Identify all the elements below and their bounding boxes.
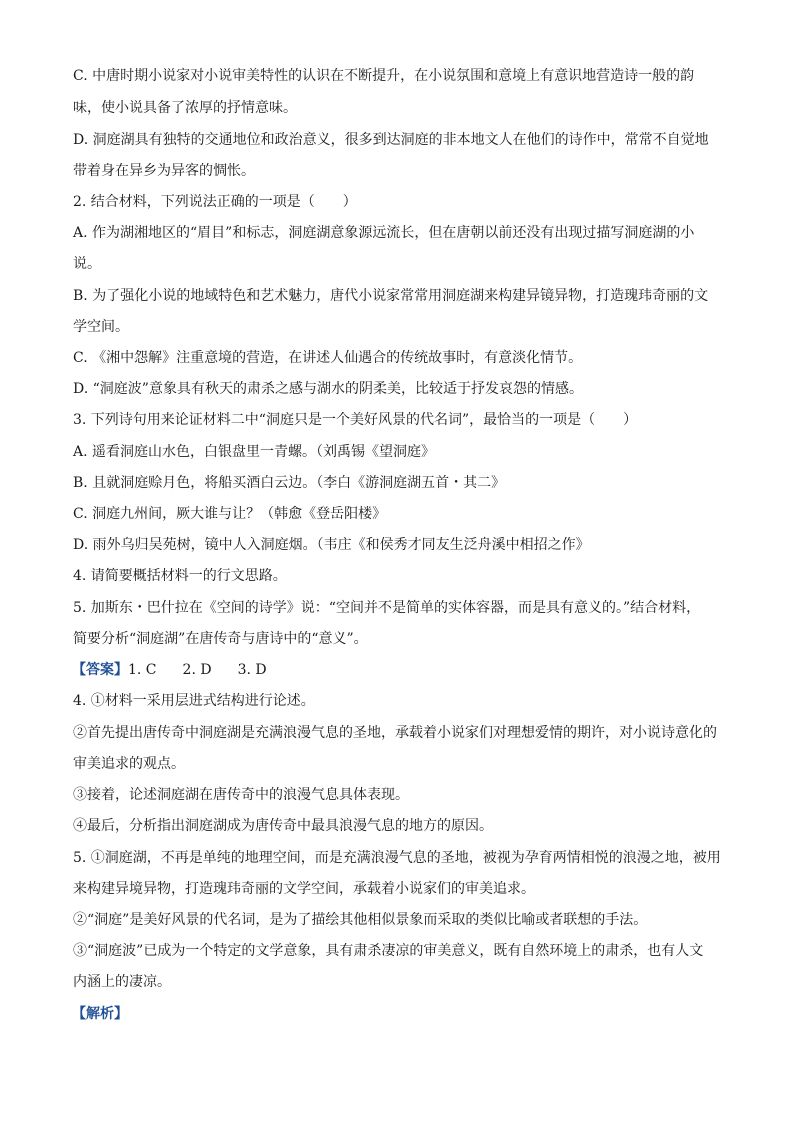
answer-5-line2: 来构建异境异物，打造瑰玮奇丽的文学空间，承载着小说家们的审美追求。 <box>73 881 535 897</box>
answer-5-line3: ②“洞庭”是美好风景的代名词，是为了描绘其他相似景象而采取的类似比喻或者联想的手法。 <box>73 912 648 928</box>
answer-1: 1. C <box>128 662 157 678</box>
q3-option-d: D. 雨外乌归吴苑树，镜中人入洞庭烟。（韦庄《和侯秀才同友生泛舟溪中相招之作》 <box>73 537 590 553</box>
q1-option-c-line2: 味，使小说具备了浓厚的抒情意味。 <box>73 100 297 116</box>
q5-stem-line2: 简要分析“洞庭湖”在唐传奇与唐诗中的“意义”。 <box>73 631 368 647</box>
answer-2: 2. D <box>182 662 212 678</box>
answer-4-line3: 审美追求的观点。 <box>73 756 185 772</box>
answer-3: 3. D <box>237 662 267 678</box>
answer-5-line5: 内涵上的凄凉。 <box>73 974 171 990</box>
q2-option-b-line1: B. 为了强化小说的地域特色和艺术魅力，唐代小说家常常用洞庭湖来构建异镜异物，打造瑰玮奇丽的文 <box>73 288 709 304</box>
answer-5-line1: 5. ①洞庭湖，不再是单纯的地理空间，而是充满浪漫气息的圣地，被视为孕育两情相悦的浪漫之地，被用 <box>73 850 721 866</box>
q1-option-d-line2: 带着身在异乡为异客的惆怅。 <box>73 163 255 179</box>
q3-stem: 3. 下列诗句用来论证材料二中“洞庭只是一个美好风景的代名词”，最恰当的一项是（ ） <box>73 412 638 428</box>
q2-option-a-line1: A. 作为湖湘地区的“眉目”和标志，洞庭湖意象源远流长，但在唐朝以前还没有出现过描写洞庭湖的小 <box>73 225 695 241</box>
q1-option-c-line1: C. 中唐时期小说家对小说审美特性的认识在不断提升，在小说氛围和意境上有意识地营造诗一般的韵 <box>73 68 695 84</box>
analysis-heading <box>72 1004 128 1024</box>
q2-option-d: D. “洞庭波”意象具有秋天的肃杀之感与湖水的阴柔美，比较适于抒发哀怨的情感。 <box>73 381 583 397</box>
answer-4-line2: ②首先提出唐传奇中洞庭湖是充满浪漫气息的圣地，承载着小说家们对理想爱情的期许，对小说诗意化的 <box>73 725 717 741</box>
answer-label: 【答案】 <box>72 662 128 678</box>
q5-stem-line1: 5. 加斯东・巴什拉在《空间的诗学》说：“空间并不是简单的实体容器，而是具有意义的。”结合材料， <box>73 600 701 616</box>
q2-option-c: C. 《湘中怨解》注重意境的营造，在讲述人仙遇合的传统故事时，有意淡化情节。 <box>73 350 583 366</box>
answer-summary-line <box>72 660 267 680</box>
q1-option-d-line1: D. 洞庭湖具有独特的交通地位和政治意义，很多到达洞庭的非本地文人在他们的诗作中，常常不自觉地 <box>73 132 709 148</box>
q4-stem: 4. 请简要概括材料一的行文思路。 <box>73 568 287 584</box>
q3-option-a: A. 遥看洞庭山水色，白银盘里一青螺。（刘禹锡《望洞庭》 <box>73 444 436 460</box>
q2-option-b-line2: 学空间。 <box>73 319 129 335</box>
answer-4-line1: 4. ①材料一采用层进式结构进行论述。 <box>73 693 315 709</box>
q2-stem: 2. 结合材料，下列说法正确的一项是（ ） <box>73 194 357 210</box>
answer-4-line4: ③接着，论述洞庭湖在唐传奇中的浪漫气息具体表现。 <box>73 787 409 803</box>
q3-option-b: B. 且就洞庭赊月色，将船买酒白云边。（李白《游洞庭湖五首・其二》 <box>73 475 506 491</box>
q2-option-a-line2: 说。 <box>73 256 101 272</box>
answer-4-line5: ④最后，分析指出洞庭湖成为唐传奇中最具浪漫气息的地方的原因。 <box>73 818 493 834</box>
analysis-label: 【解析】 <box>72 1006 128 1022</box>
answer-5-line4: ③“洞庭波”已成为一个特定的文学意象，具有肃杀凄凉的审美意义，既有自然环境上的肃杀，也有人文 <box>73 943 704 959</box>
q3-option-c: C. 洞庭九州间，厥大谁与让？（韩愈《登岳阳楼》 <box>73 506 387 522</box>
